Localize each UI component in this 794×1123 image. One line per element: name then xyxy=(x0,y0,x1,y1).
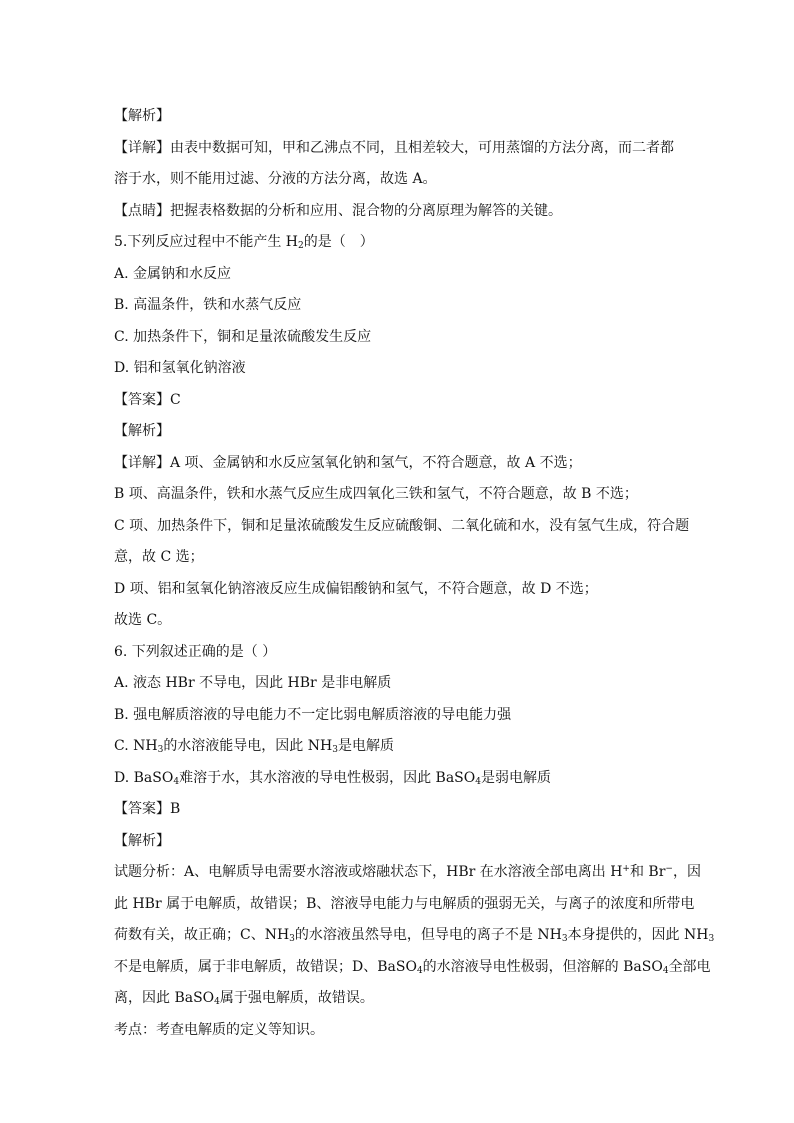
q5-explanation-line: 意，故 C 选； xyxy=(114,549,204,565)
document-body xyxy=(114,101,715,1046)
q4-tip: 【点睛】把握表格数据的分析和应用、混合物的分离原理为解答的关键。 xyxy=(114,202,562,219)
q5-option-c: C. 加热条件下，铜和足量浓硫酸发生反应 xyxy=(114,328,372,345)
q5-stem: 5.下列反应过程中不能产生 $H_2$的是（ ） xyxy=(114,234,374,251)
q5-explanation-line: 【详解】A 项、金属钠和水反应氢氧化钠和氢气，不符合题意，故 A 不选； xyxy=(114,454,582,471)
q5-option-b: B. 高温条件，铁和水蒸气反应 xyxy=(114,297,302,313)
q6-analysis-label: 【解析】 xyxy=(114,832,170,849)
q6-option-c: C. $NH_3$的水溶液能导电，因此 $NH_3$是电解质 xyxy=(114,738,394,755)
q6-answer: 【答案】B xyxy=(114,801,181,817)
q6-kaodian: 考点：考查电解质的定义等知识。 xyxy=(114,1021,324,1038)
q5-option-d: D. 铝和氢氧化钠溶液 xyxy=(114,360,246,376)
q5-explanation-line: 故选 C。 xyxy=(114,612,172,628)
q6-stem: 6. 下列叙述正确的是（ ） xyxy=(114,643,277,660)
q6-explanation-line-3: 荷数有关，故正确；C、$NH_3$的水溶液虽然导电，但导电的离子不是 $NH_3$本身提供的，因此 $NH_3$ xyxy=(114,927,715,944)
q6-explanation-line-1: 试题分析：A、电解质导电需要水溶液或熔融状态下，HBr 在水溶液全部电离出 H+和 Br−，因 xyxy=(114,864,701,880)
q5-analysis-label: 【解析】 xyxy=(114,423,170,439)
q6-explanation-line-4: 不是电解质，属于非电解质，故错误；D、BaSO$_4$的水溶液导电性极弱，但溶解的 BaSO$_4$全部电 xyxy=(114,958,711,976)
q5-explanation-line: C 项、加热条件下，铜和足量浓硫酸发生反应硫酸铜、二氧化硫和水，没有氢气生成，符合题 xyxy=(114,517,690,534)
q6-explanation-line-5: 离，因此 BaSO$_4$属于强电解质，故错误。 xyxy=(114,990,374,1007)
q6-option-b: B. 强电解质溶液的导电能力不一定比弱电解质溶液的导电能力强 xyxy=(114,706,512,723)
q5-explanation-line: B 项、高温条件，铁和水蒸气反应生成四氧化三铁和氢气，不符合题意，故 B 不选； xyxy=(114,486,638,502)
q5-option-a: A. 金属钠和水反应 xyxy=(114,265,232,282)
q6-explanation-line-2: 此 HBr 属于电解质，故错误；B、溶液导电能力与电解质的强弱无关，与离子的浓度和所带电 xyxy=(114,895,695,912)
q5-answer: 【答案】C xyxy=(114,391,181,408)
q6-option-a: A. 液态 HBr 不导电，因此 HBr 是非电解质 xyxy=(114,675,392,691)
q6-option-d: D. BaSO$_4$难溶于水，其水溶液的导电性极弱，因此 BaSO$_4$是弱电解质 xyxy=(114,769,551,787)
q4-detail-line-2: 溶于水，则不能用过滤、分液的方法分离，故选 A。 xyxy=(114,171,437,187)
q4-analysis-label: 【解析】 xyxy=(114,108,170,124)
q4-detail-line-1: 【详解】由表中数据可知，甲和乙沸点不同，且相差较大，可用蒸馏的方法分离，而二者都 xyxy=(114,139,674,156)
q5-explanation-line: D 项、铝和氢氧化钠溶液反应生成偏铝酸钠和氢气，不符合题意，故 D 不选； xyxy=(114,580,598,597)
